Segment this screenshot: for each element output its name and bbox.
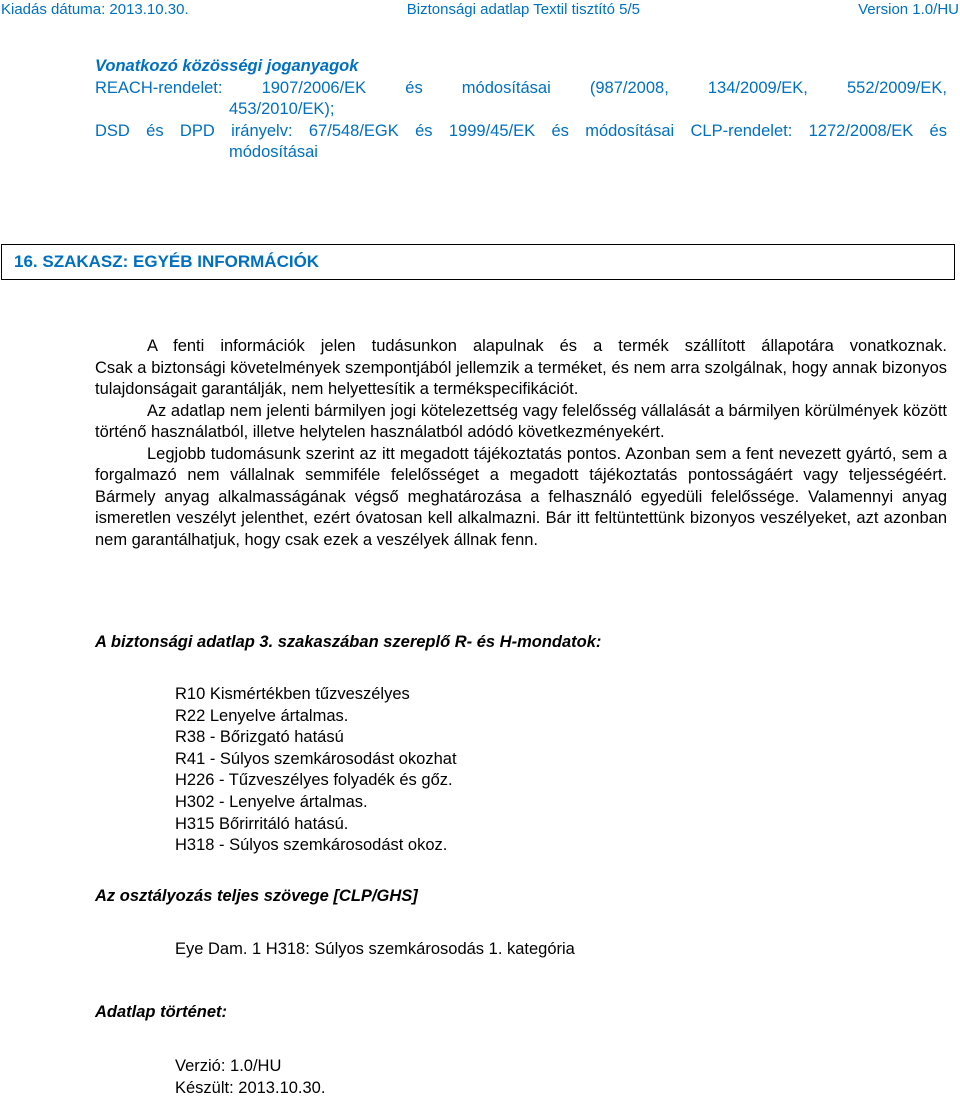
list-item: H315 Bőrirritáló hatású. [175, 814, 457, 836]
paragraph-3: Legjobb tudomásunk szerint az itt megadott tájékoztatás pontos. Azonban sem a fent nevezett gyártó, sem a forgalmazó nem vállalnak semmiféle felelősséget a megadott tájékoztatás pontosságáért vagy teljességéért. Bármely anyag alkalmasságának végső meghatározása a felhasználó egyedüli felelőssége. Valamennyi anyag ismeretlen veszélyt jelenthet, ezért óvatosan kell alkalmazni. Bár itt feltüntettünk bizonyos veszélyeket, azt azonban nem garantálhatjuk, hogy csak ezek a veszélyek állnak fenn. [95, 444, 947, 552]
list-item: H302 - Lenyelve ártalmas. [175, 792, 457, 814]
regulations-block [95, 56, 947, 164]
list-item: H226 - Tűzveszélyes folyadék és gőz. [175, 770, 457, 792]
section-16-title: 16. SZAKASZ: EGYÉB INFORMÁCIÓK [14, 252, 319, 272]
regulation-line: módosításai [95, 142, 947, 164]
section-16-body [95, 336, 947, 551]
history-heading: Adatlap történet: [95, 1003, 227, 1022]
r-h-phrases-list [175, 684, 457, 857]
regulations-title: Vonatkozó közösségi joganyagok [95, 56, 947, 78]
classification-heading: Az osztályozás teljes szövege [CLP/GHS] [95, 887, 418, 906]
paragraph-2: Az adatlap nem jelenti bármilyen jogi kötelezettség vagy felelősség vállalását a bármilyen körülmények között történő használatból, illetve helytelen használatból adódó következményekért. [95, 401, 947, 444]
history-created: Készült: 2013.10.30. [175, 1078, 325, 1099]
list-item: R41 - Súlyos szemkárosodást okozhat [175, 749, 457, 771]
paragraph-1-first-line: A fenti információk jelen tudásunkon alapulnak és a termék szállított állapotára vonatkoznak. [95, 336, 947, 358]
version-label: Version 1.0/HU [858, 1, 960, 18]
document-title: Biztonsági adatlap Textil tisztító 5/5 [407, 1, 640, 18]
list-item: R22 Lenyelve ártalmas. [175, 706, 457, 728]
list-item: R10 Kismértékben tűzveszélyes [175, 684, 457, 706]
page-header [0, 0, 960, 18]
regulation-line: 453/2010/EK); [95, 99, 947, 121]
regulation-line: REACH-rendelet: 1907/2006/EK és módosításai (987/2008, 134/2009/EK, 552/2009/EK, [95, 78, 947, 100]
list-item: R38 - Bőrizgató hatású [175, 727, 457, 749]
section-16-header [1, 244, 955, 280]
list-item: H318 - Súlyos szemkárosodást okoz. [175, 835, 457, 857]
history-version: Verzió: 1.0/HU [175, 1056, 325, 1078]
regulation-line: DSD és DPD irányelv: 67/548/EGK és 1999/45/EK és módosításai CLP-rendelet: 1272/2008/EK és [95, 121, 947, 143]
history-block [175, 1056, 325, 1099]
issue-date: Kiadás dátuma: 2013.10.30. [0, 1, 189, 18]
classification-text: Eye Dam. 1 H318: Súlyos szemkárosodás 1. kategória [175, 940, 575, 959]
paragraph-1: Csak a biztonsági követelmények szempontjából jellemzik a terméket, és nem arra szolgálnak, hogy annak bizonyos tulajdonságait garantálják, nem helyettesítik a termékspecifikációt. [95, 358, 947, 401]
r-h-phrases-heading: A biztonsági adatlap 3. szakaszában szereplő R- és H-mondatok: [95, 633, 601, 652]
